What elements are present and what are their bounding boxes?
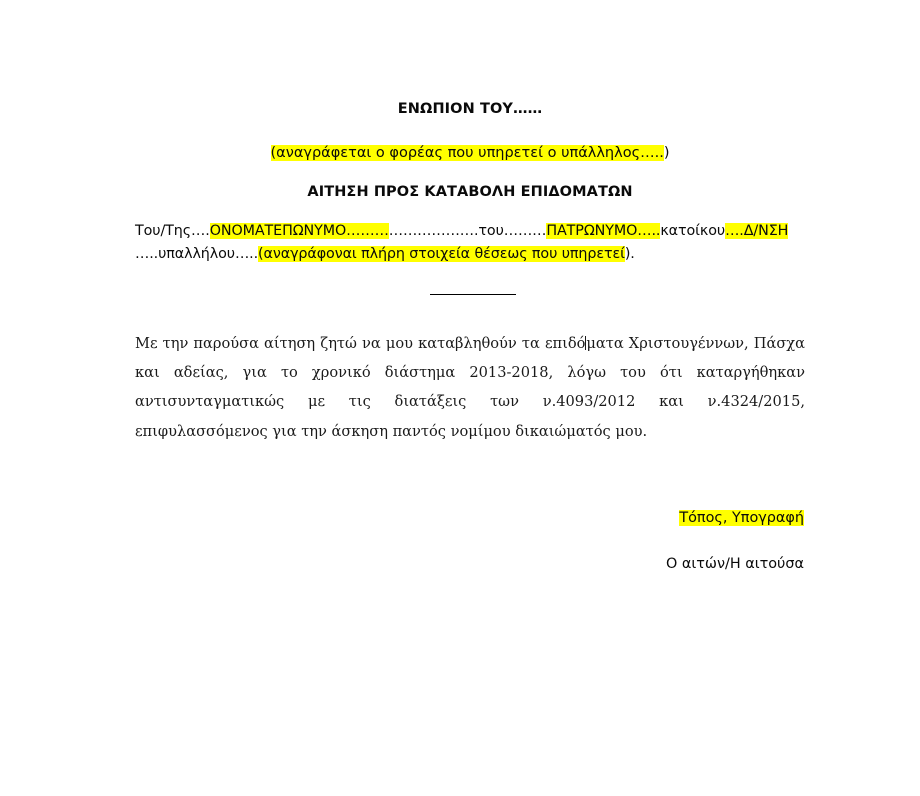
address-field: ….Δ/ΝΣΗ	[725, 222, 789, 239]
signature-place-line	[135, 508, 805, 528]
applicant-label-text: Ο αιτών/Η αιτούσα	[665, 555, 804, 572]
spacer-after-note	[135, 163, 805, 183]
addressee-note-open-paren: (	[270, 144, 277, 161]
identity-dots-after-name: ……………….	[388, 222, 479, 239]
page-title	[135, 183, 805, 203]
spacer-signature	[135, 528, 805, 554]
addressee-heading-text: ΕΝΩΠΙΟΝ ΤΟΥ……	[397, 101, 543, 117]
section-divider	[135, 284, 805, 303]
main-paragraph	[135, 329, 805, 446]
addressee-note-close-paren: )	[663, 144, 670, 161]
divider-line-icon	[430, 294, 516, 295]
identity-connector-tou: του………	[478, 222, 547, 239]
position-open-paren: (	[258, 245, 264, 262]
fullname-field: ΟΝΟΜΑΤΕΠΩΝΥΜΟ………	[209, 222, 389, 239]
patronymic-field: ΠΑΤΡΩΝΥΜΟ…..	[546, 222, 661, 239]
spacer-after-title	[135, 203, 805, 220]
applicant-identity-block	[135, 220, 805, 266]
signature-place-text: Τόπος, Υπογραφή	[679, 509, 804, 526]
applicant-label-line	[135, 554, 805, 574]
identity-resident-word: κατοίκου	[660, 222, 726, 239]
signature-block	[135, 508, 805, 574]
main-paragraph-segment-2: ματα Χριστουγέννων, Πάσχα και αδείας, για το χρονικό διάστημα 2013-2018, λόγω του ότι καταργήθηκαν αντισυνταγματικώς με τις διατάξεις των ν.4093/2012 και ν.4324/2015, επιφυλασσόμενος για την άσκηση παντός νομίμου δικαιώματός μου.	[135, 335, 805, 440]
position-field: αναγράφοναι πλήρη στοιχεία θέσεως που υπηρετεί	[263, 245, 625, 262]
applicant-identity-line-2	[135, 243, 805, 266]
page-title-text: ΑΙΤΗΣΗ ΠΡΟΣ ΚΑΤΑΒΟΛΗ ΕΠΙΔΟΜΑΤΩΝ	[307, 184, 633, 201]
document-body	[135, 100, 805, 574]
position-close-paren: ).	[624, 245, 635, 262]
spacer-after-addressee	[135, 120, 805, 144]
addressee-note	[135, 144, 805, 164]
identity-employee-prefix: …..υπαλλήλου…..	[135, 245, 259, 262]
main-paragraph-segment-1: Με την παρούσα αίτηση ζητώ να μου καταβληθούν τα επιδό	[135, 335, 586, 352]
addressee-heading	[135, 100, 805, 120]
identity-prefix: Του/Της….	[135, 222, 210, 239]
applicant-identity-line-1	[135, 220, 805, 243]
addressee-note-highlight: αναγράφεται ο φορέας που υπηρετεί ο υπάλληλος…..	[276, 144, 664, 161]
